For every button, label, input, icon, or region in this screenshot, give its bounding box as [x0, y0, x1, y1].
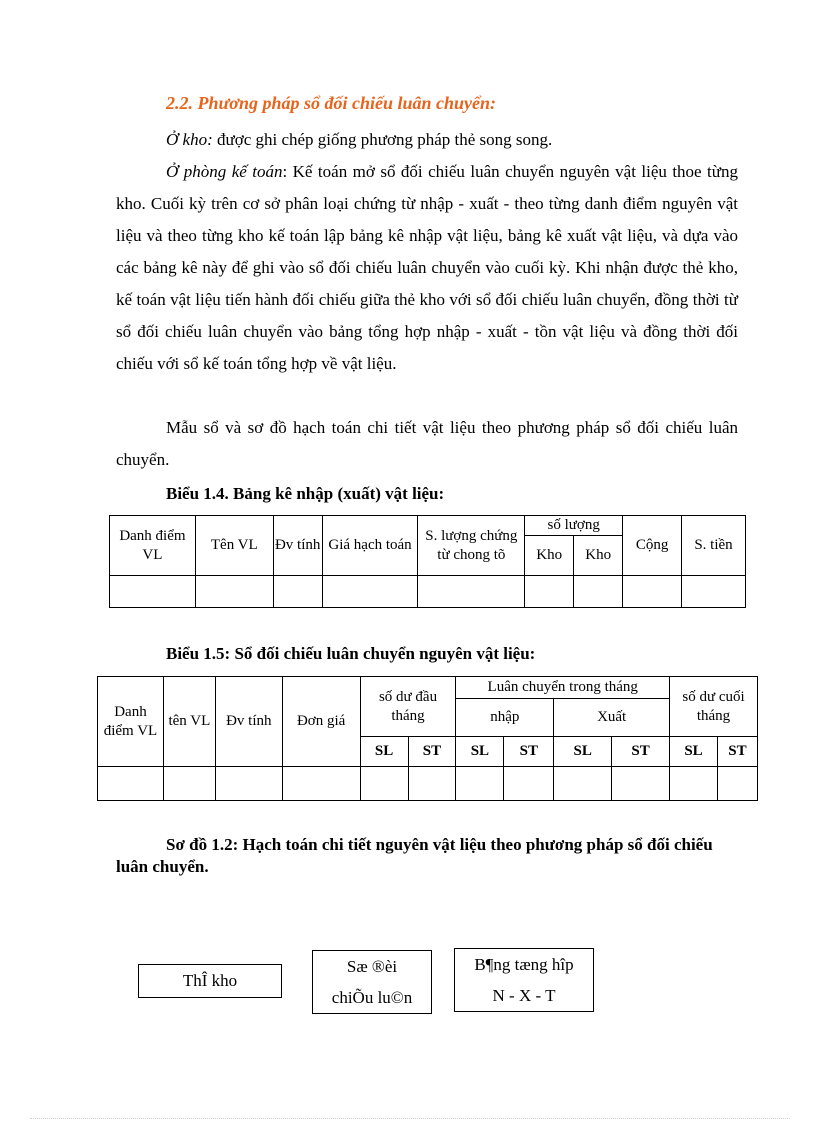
col-so-luong: số lượng: [525, 516, 623, 536]
diagram-box-bang-tong-hop: [454, 948, 594, 1012]
col-s-tien: S. tiền: [682, 516, 746, 576]
col-cong: Cộng: [623, 516, 682, 576]
col-danh-diem: Danh điểm VL: [98, 677, 164, 767]
col-kho-1: Kho: [525, 536, 574, 576]
col-kho-2: Kho: [574, 536, 623, 576]
col-ten-vl: tên VL: [163, 677, 215, 767]
col-s-luong-chung-tu: S. lượng chứng từ chong tõ: [418, 516, 525, 576]
paragraph-warehouse: [116, 124, 738, 156]
table-row: [110, 576, 746, 608]
diagram-box-so-doi-chieu: [312, 950, 432, 1014]
col-xuat: Xuất: [554, 699, 670, 737]
col-dv-tinh: Đv tính: [215, 677, 282, 767]
col-sl: SL: [456, 737, 504, 767]
sample-text: Mẫu sổ và sơ đồ hạch toán chi tiết vật liệu theo phương pháp sổ đối chiếu luân chuyển.: [116, 418, 738, 469]
col-st: ST: [504, 737, 554, 767]
warehouse-text: được ghi chép giống phương pháp thẻ song song.: [212, 130, 553, 149]
col-sl: SL: [670, 737, 718, 767]
col-luan-chuyen: Luân chuyển trong tháng: [456, 677, 670, 699]
paragraph-sample: [116, 412, 738, 476]
box-line-2: chiÕu lu©n: [331, 988, 413, 1007]
col-so-du-dau-thang: số dư đầu tháng: [360, 677, 456, 737]
warehouse-label: Ở kho:: [166, 130, 213, 149]
col-sl: SL: [360, 737, 408, 767]
col-st: ST: [612, 737, 670, 767]
col-ten-vl: Tên VL: [195, 516, 273, 576]
table-row: [98, 767, 758, 801]
page-bottom-divider: [30, 1118, 790, 1119]
diagram-caption: Sơ đồ 1.2: Hạch toán chi tiết nguyên vật liệu theo phương pháp sổ đối chiếu luân chuyển.: [116, 835, 713, 876]
table1-caption: Biểu 1.4. Bảng kê nhập (xuất) vật liệu:: [166, 484, 445, 503]
col-don-gia: Đơn giá: [282, 677, 360, 767]
col-so-du-cuoi-thang: số dư cuối tháng: [670, 677, 758, 737]
col-danh-diem: Danh điểm VL: [110, 516, 196, 576]
table-bang-ke: [109, 515, 746, 608]
paragraph-accounting: [116, 156, 738, 380]
box-line-1: B¶ng tæng hîp: [474, 955, 574, 974]
box-line-2: N - X - T: [492, 986, 556, 1005]
col-st: ST: [408, 737, 456, 767]
table2-caption: Biểu 1.5: Sổ đối chiếu luân chuyển nguyên vật liệu:: [166, 644, 536, 663]
col-st: ST: [717, 737, 757, 767]
col-nhap: nhập: [456, 699, 554, 737]
section-heading: 2.2. Phương pháp sổ đối chiếu luân chuyển:: [166, 93, 496, 113]
col-sl: SL: [554, 737, 612, 767]
diagram-box-the-kho: ThÎ kho: [138, 964, 282, 998]
col-dv-tinh: Đv tính: [273, 516, 322, 576]
accounting-label: Ở phòng kế toán: [166, 162, 283, 181]
table-so-doi-chieu: [97, 676, 758, 801]
col-gia-hach-toan: Giá hạch toán: [322, 516, 418, 576]
box-line-1: Sæ ®èi: [346, 957, 398, 976]
accounting-text: : Kế toán mở sổ đối chiếu luân chuyển nguyên vật liệu thoe từng kho. Cuối kỳ trên cơ sở phân loại chứng từ nhập - xuất - theo từng danh điểm nguyên vật liệu và theo từng kho kế toán lập bảng kê nhập vật liệu, bảng kê xuất vật liệu, và dựa vào các bảng kê này để ghi vào sổ đối chiếu luân chuyển vào cuối kỳ. Khi nhận được thẻ kho, kế toán vật liệu tiến hành đối chiếu giữa thẻ kho với sổ đối chiếu luân chuyển, đồng thời từ sổ đối chiếu luân chuyển vào bảng tổng hợp nhập - xuất - tồn vật liệu và đồng thời đối chiếu với sổ kế toán tổng hợp về vật liệu.: [116, 162, 738, 373]
